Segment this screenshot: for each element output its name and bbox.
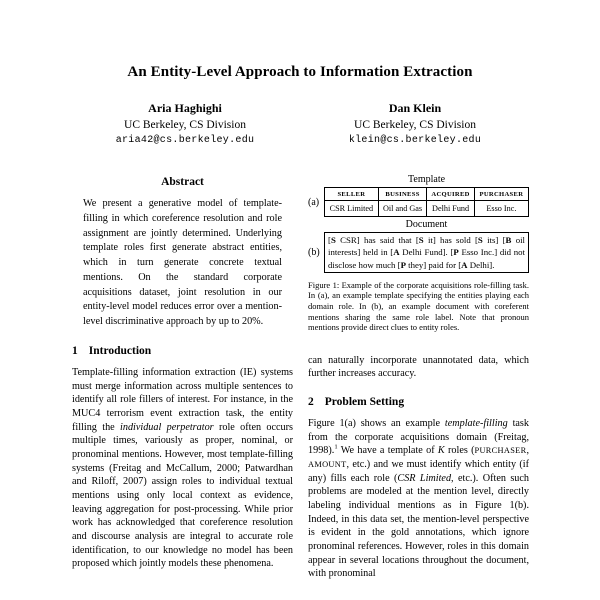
section-1-number: 1: [72, 345, 78, 358]
figure-panel-a: [308, 187, 529, 217]
section-2-heading: [308, 396, 529, 408]
section-2-title: Problem Setting: [324, 395, 405, 408]
abstract-text: We present a generative model of template-filling in which coreference resolution and role assignment are jointly determined. Underlying template roles first generate abstract entities, which in turn generate concrete textual mentions. On the standard corporate acquisitions dataset, joint resolution in our entity-level model reduces error over a mention-level discriminative approach by up to 20%.: [83, 198, 282, 328]
document-example-text: [S CSR] has said that [S it] has sold [S its] [B oil interests] held in [A Delhi Fund]. [P Esso Inc.] did not disclose how much [P they] paid for [A Delhi].: [324, 232, 529, 273]
paper-title: An Entity-Level Approach to Information Extraction: [127, 64, 473, 80]
template-table-value-row: [325, 201, 529, 217]
continuation-paragraph: can naturally incorporate unannotated data, which further increases accuracy.: [308, 354, 529, 380]
right-column: [308, 172, 529, 581]
figure-template-title: Template: [407, 174, 446, 185]
template-table-header: BUSINESS: [378, 188, 427, 201]
panel-b-label: (b): [308, 246, 320, 258]
problem-setting-paragraph: Figure 1(a) shows an example template-filling task from the corporate acquisitions domain (Freitag, 1998).$^1$ We have a template of K roles (PURCHASER, AMOUNT, etc.) and we must identify which entity (if any) fills each role (CSR Limited, etc.). Often such problems are modeled at the mention level, directly labeling individual mentions as in Figure 1(b). Indeed, in this data set, the mention-level perspective is evident in the gold annotations, which ignore pronominal references. However, roles in this domain appear in several locations throughout the document, with pronominal: [308, 417, 530, 580]
author-1-email: aria42@cs.berkeley.edu: [115, 135, 255, 146]
figure-1: [308, 174, 529, 333]
abstract-heading: Abstract: [161, 176, 204, 188]
template-table-header: SELLER: [325, 188, 379, 201]
figure-panel-b: [308, 232, 529, 273]
left-column: [72, 172, 293, 581]
two-column-body: [72, 172, 528, 581]
template-table-cell: CSR Limited: [325, 201, 379, 217]
intro-paragraph: Template-filling information extraction (IE) systems must merge information across multiple sentences to identify all role fillers of interest. For instance, in the MUC4 terrorism event extraction task, the entity filling the individual perpetrator role often occurs multiple times, variously as proper, nominal, or pronominal mentions. However, most template-filling systems (Freitag and McCallum, 2000; Patwardhan and Riloff, 2007) assign roles to individual textual mentions using only local context as evidence, leaving aggregation for post-processing. While prior work has acknowledged that coreference resolution and discourse analysis are integral to accurate role identification, to our knowledge no model has been proposed which jointly models these phenomena.: [72, 367, 293, 570]
author-2-affiliation: UC Berkeley, CS Division: [354, 119, 476, 131]
author-1: [70, 101, 300, 146]
template-table-header: ACQUIRED: [427, 188, 475, 201]
author-2: [300, 101, 530, 146]
author-block: [70, 101, 530, 146]
template-table-header-row: [325, 188, 529, 201]
template-table-cell: Delhi Fund: [427, 201, 475, 217]
template-table: [324, 187, 529, 217]
figure-1-caption: Figure 1: Example of the corporate acquisitions role-filling task. In (a), an example template specifying the entities playing each domain role. In (b), an example document with coreferent mentions sharing the same role label. Note that pronoun mentions provide direct clues to entity roles.: [308, 279, 529, 333]
author-1-name: Aria Haghighi: [148, 101, 222, 115]
author-2-name: Dan Klein: [388, 101, 442, 115]
template-table-cell: Oil and Gas: [378, 201, 427, 217]
template-table-header: PURCHASER: [474, 188, 528, 201]
template-table-cell: Esso Inc.: [474, 201, 528, 217]
author-2-email: klein@cs.berkeley.edu: [348, 135, 482, 146]
figure-document-title: Document: [405, 219, 448, 230]
section-1-title: Introduction: [88, 345, 152, 358]
author-1-affiliation: UC Berkeley, CS Division: [124, 119, 246, 131]
section-1-heading: [72, 345, 293, 357]
section-2-number: 2: [308, 395, 314, 408]
panel-a-label: (a): [308, 196, 320, 208]
